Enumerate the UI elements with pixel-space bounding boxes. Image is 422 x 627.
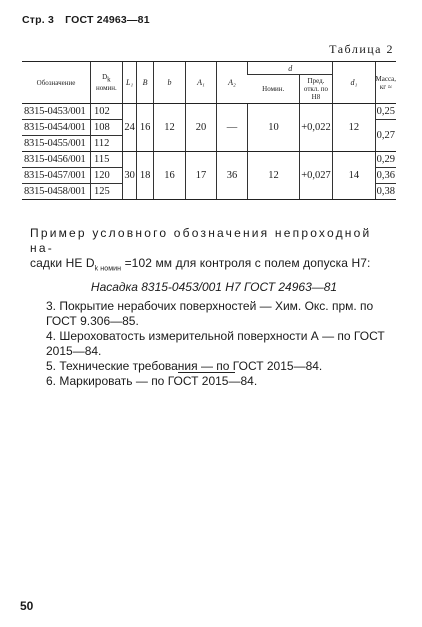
- items-list: [30, 299, 398, 389]
- dk-cell: 102: [91, 104, 123, 120]
- designation-cell: 8315-0453/001: [22, 104, 91, 120]
- item-line1: 6. Маркировать — по ГОСТ 2015—84.: [46, 374, 258, 389]
- example-line2-prefix: садки НЕ D: [30, 256, 95, 270]
- d1-cell: 12: [333, 104, 375, 152]
- table-row: [22, 152, 396, 168]
- mass-cell: 0,38: [375, 184, 396, 200]
- a1-cell: 20: [186, 104, 217, 152]
- b-upper-cell: 16: [137, 104, 153, 152]
- header-d-nom: Номин.: [248, 75, 299, 104]
- dk-cell: 115: [91, 152, 123, 168]
- dimensions-table: [22, 61, 396, 200]
- page-header: [22, 14, 150, 26]
- divider-rule: [178, 372, 235, 373]
- standard-code: ГОСТ 24963—81: [65, 14, 150, 26]
- d-tol-cell: +0,022: [299, 104, 333, 152]
- header-a1: A₁: [186, 62, 217, 104]
- example-line2: [30, 256, 398, 276]
- table-caption: Таблица 2: [329, 42, 394, 56]
- dk-cell: 112: [91, 136, 123, 152]
- list-item: [46, 374, 398, 389]
- mass-cell: 0,25: [375, 104, 396, 120]
- example-intro: Пример условного обозначения непроходной на-: [30, 226, 372, 255]
- mass-cell: 0,29: [375, 152, 396, 168]
- b-upper-cell: 18: [137, 152, 153, 200]
- header-d1: d₁: [333, 62, 375, 104]
- header-b-upper: B: [137, 62, 153, 104]
- designation-cell: 8315-0458/001: [22, 184, 91, 200]
- list-item: [46, 329, 398, 359]
- d-nom-cell: 12: [248, 152, 299, 200]
- header-dk-note: номин.: [95, 83, 117, 92]
- body-text: [30, 226, 398, 389]
- header-d-group: d: [248, 62, 333, 75]
- example-line2-sub: k номин: [94, 265, 122, 273]
- item-line2: ГОСТ 9.306—85.: [46, 314, 139, 329]
- b-lower-cell: 16: [153, 152, 185, 200]
- mass-cell: 0,27: [375, 120, 396, 152]
- item-line1: 3. Покрытие нерабочих поверхностей — Хим. Окс. прм. по: [46, 299, 374, 314]
- mass-cell: 0,36: [375, 168, 396, 184]
- a2-cell: —: [216, 104, 248, 152]
- list-item: [46, 299, 398, 329]
- header-mass: Масса, кг ≈: [375, 62, 396, 104]
- header-dk-symbol: D: [102, 73, 108, 82]
- example-line2-suffix: =102 мм для контроля с полем допуска Н7:: [124, 256, 371, 270]
- a1-cell: 17: [186, 152, 217, 200]
- item-line1: 5. Технические требования — по ГОСТ 2015—84.: [46, 359, 323, 374]
- header-dk: [91, 62, 123, 104]
- dk-cell: 125: [91, 184, 123, 200]
- header-designation: Обозначение: [22, 62, 91, 104]
- dk-cell: 108: [91, 120, 123, 136]
- page-number: 50: [20, 599, 34, 613]
- b-lower-cell: 12: [153, 104, 185, 152]
- header-a2: A₂: [216, 62, 248, 104]
- example-designation: Насадка 8315-0453/001 Н7 ГОСТ 24963—81: [90, 280, 338, 295]
- d-tol-cell: +0,027: [299, 152, 333, 200]
- header-l1: L₁: [122, 62, 137, 104]
- table-row: [22, 104, 396, 120]
- l1-cell: 30: [122, 152, 137, 200]
- designation-cell: 8315-0454/001: [22, 120, 91, 136]
- a2-cell: 36: [216, 152, 248, 200]
- designation-cell: 8315-0455/001: [22, 136, 91, 152]
- designation-cell: 8315-0457/001: [22, 168, 91, 184]
- item-line2: 2015—84.: [46, 344, 102, 359]
- header-dk-sub: k: [107, 75, 111, 84]
- header-b-lower: b: [153, 62, 185, 104]
- designation-cell: 8315-0456/001: [22, 152, 91, 168]
- l1-cell: 24: [122, 104, 137, 152]
- page-label: Стр. 3: [22, 14, 55, 26]
- d-nom-cell: 10: [248, 104, 299, 152]
- dk-cell: 120: [91, 168, 123, 184]
- header-d-tol: Пред. откл. по Н8: [299, 75, 333, 104]
- item-line1: 4. Шероховатость измерительной поверхности А — по ГОСТ: [46, 329, 385, 344]
- d1-cell: 14: [333, 152, 375, 200]
